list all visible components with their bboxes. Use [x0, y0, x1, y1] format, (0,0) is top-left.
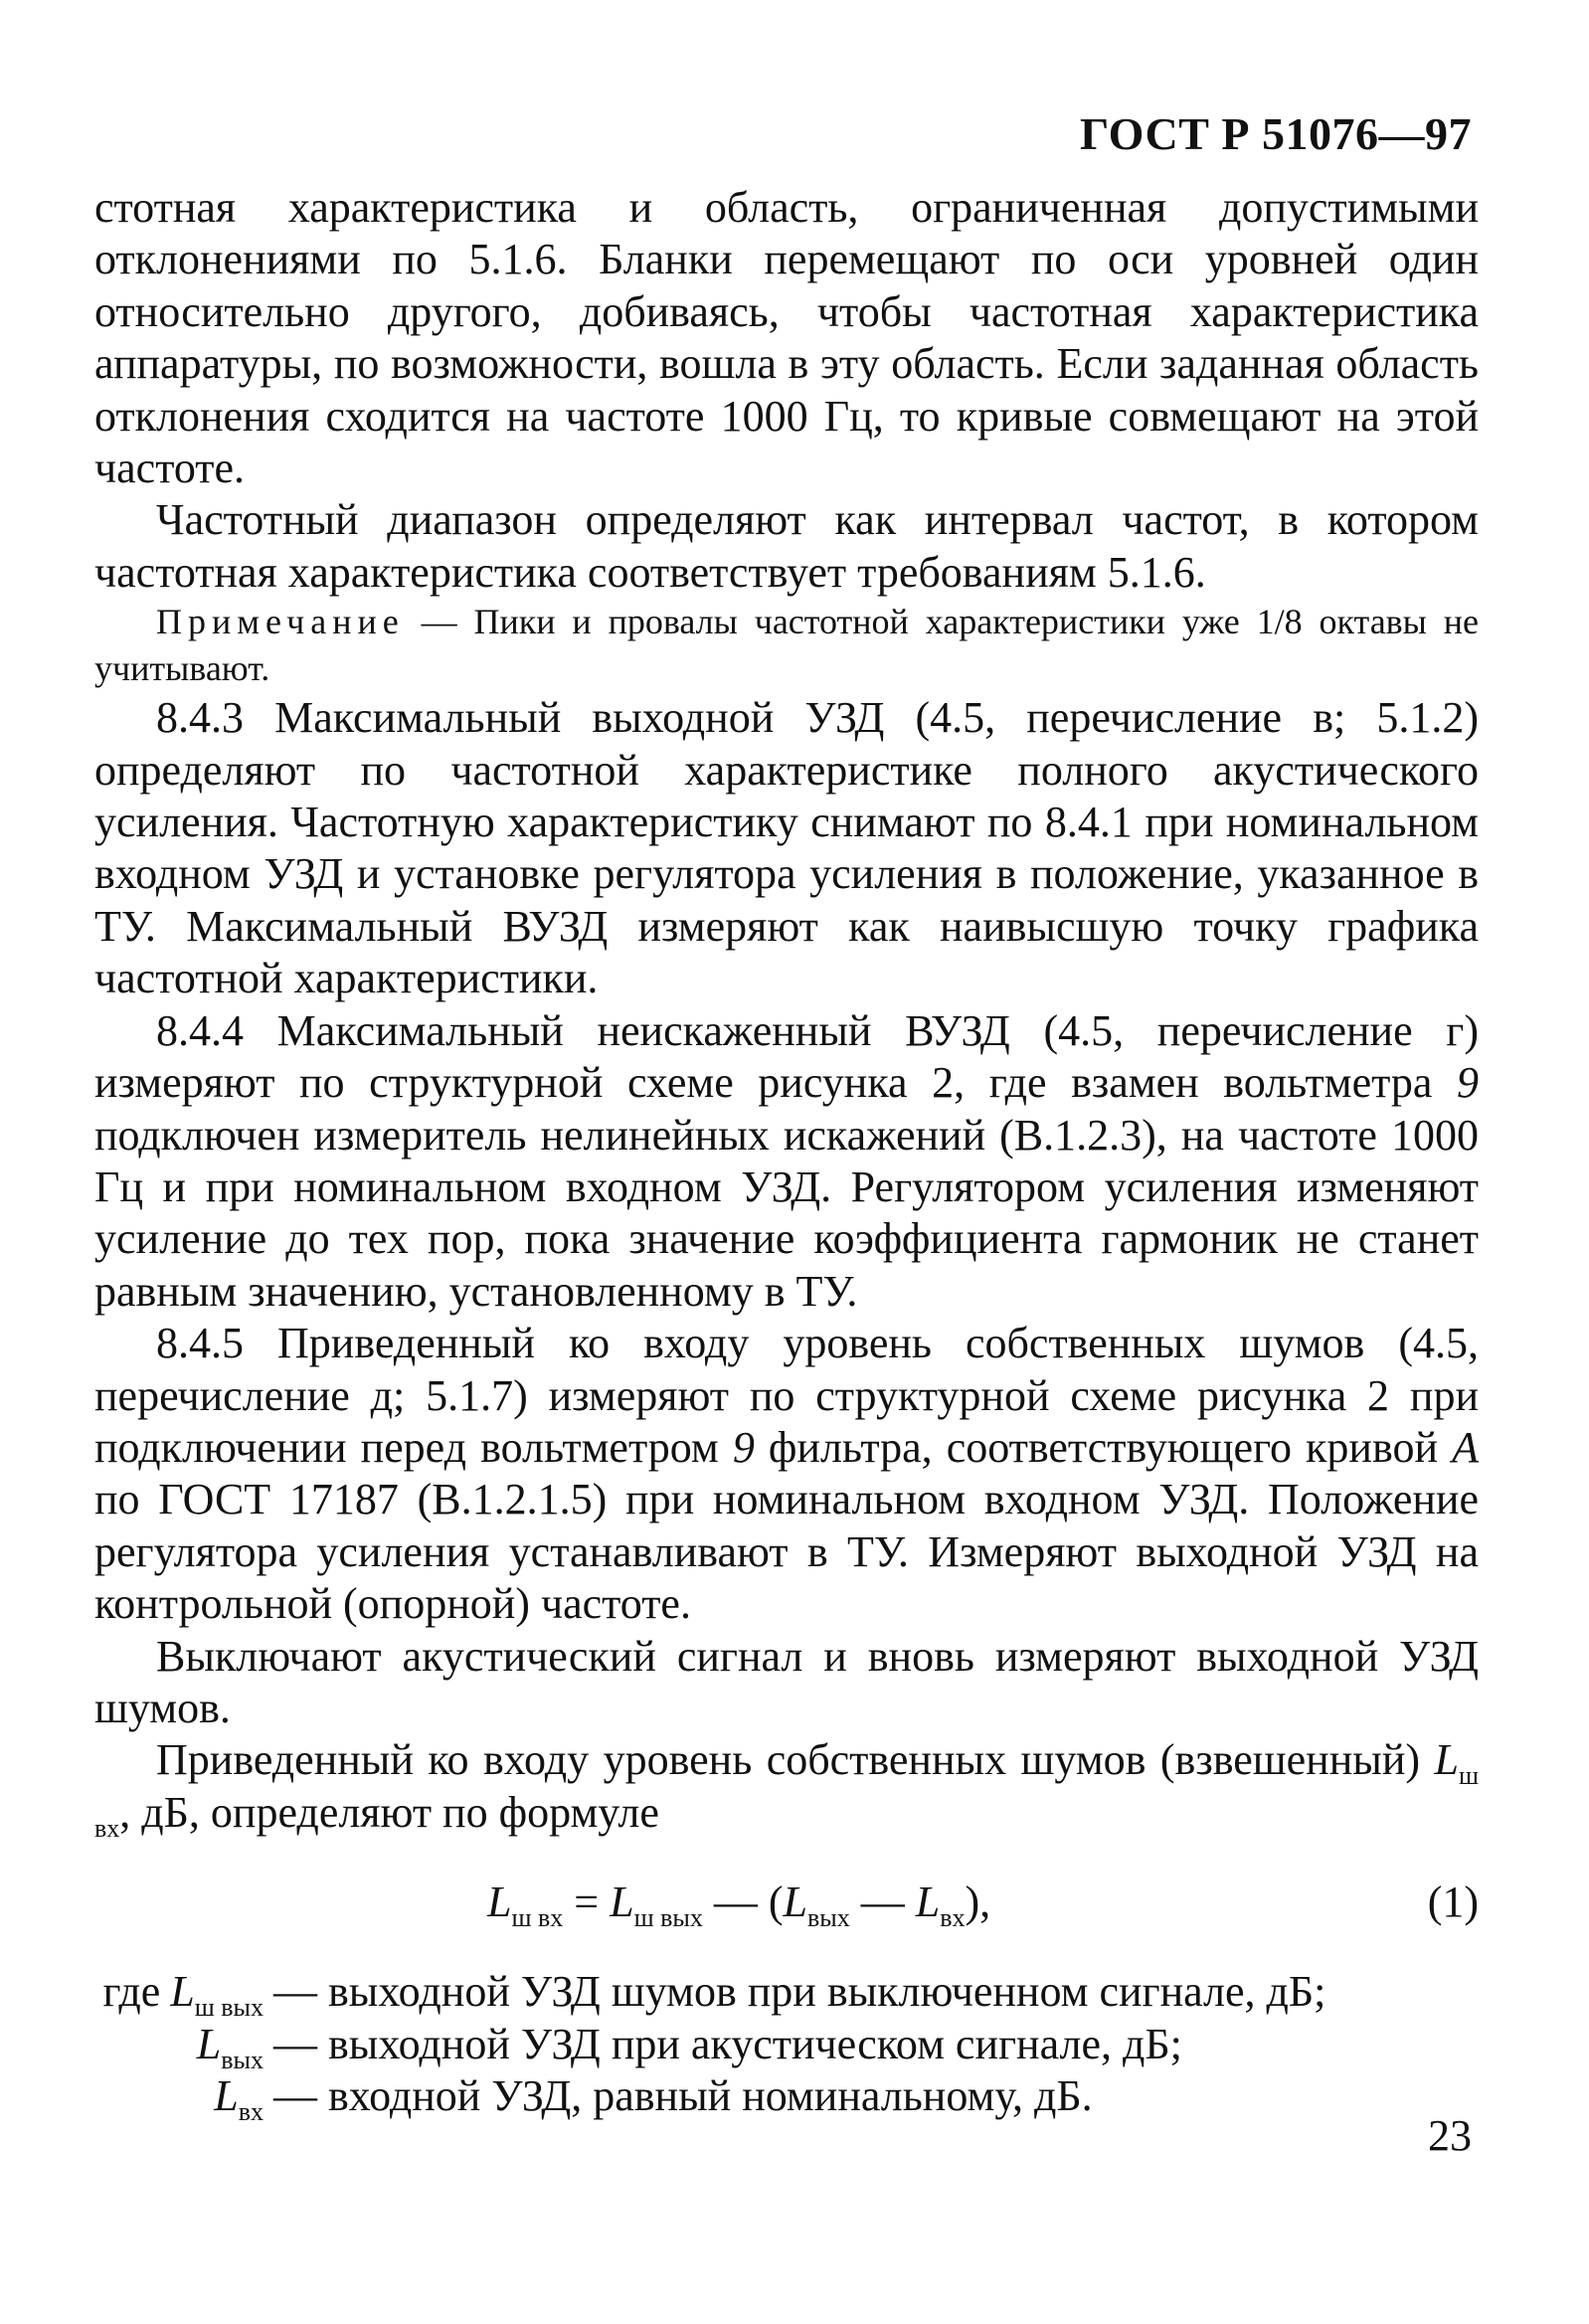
- paragraph-8-4-5: [94, 1318, 1479, 1630]
- symbol-l: L: [915, 1877, 941, 1927]
- reference-number: 9: [1457, 1058, 1479, 1108]
- note-text: — Пики и провалы частотной характеристики уже 1/8 октавы не учитывают.: [94, 602, 1479, 689]
- symbol-subscript: вых: [221, 2045, 264, 2074]
- symbol-subscript: ш вых: [194, 1993, 264, 2023]
- paragraph-continued: стотная характеристика и область, ограниченная допустимыми отклонениями по 5.1.6. Бланки перемещают по оси уровней один относительно другого, добиваясь, чтобы частотная характеристика аппаратуры, по возможности, вошла в эту область. Если заданная область отклонения сходится на частоте 1000 Гц, то кривые совмещают на этой частоте.: [94, 183, 1479, 493]
- legend-description: — выходной УЗД при акустическом сигнале, дБ;: [273, 2019, 1182, 2068]
- legend-row: [94, 2019, 1479, 2074]
- equals-sign: =: [563, 1877, 611, 1927]
- document-header: ГОСТ Р 51076—97: [1080, 108, 1472, 159]
- legend-row: [94, 1966, 1479, 2023]
- legend-symbol: [94, 1966, 273, 2023]
- symbol-subscript: вых: [807, 1903, 850, 1933]
- legend-description: — входной УЗД, равный номинальному, дБ.: [273, 2071, 1093, 2120]
- paragraph-8-4-4-text-b: подключен измеритель нелинейных искажений (В.1.2.3), на частоте 1000 Гц и при номинальном входном УЗД. Регулятором усиления изменяют усиление до тех пор, пока значение коэффициента гармоник не станет равным значению, установленному в ТУ.: [94, 1110, 1479, 1316]
- symbol-l: L: [1434, 1735, 1459, 1785]
- symbol-l: L: [783, 1877, 807, 1927]
- note-label: Примечание: [156, 602, 405, 642]
- symbol-subscript: вх: [238, 2097, 264, 2126]
- symbol-subscript: ш вых: [633, 1903, 703, 1933]
- legend-row: [94, 2070, 1479, 2126]
- symbol-l: L: [214, 2071, 239, 2120]
- paragraph-noise-off: Выключают акустический сигнал и вновь измеряют выходной УЗД шумов.: [94, 1631, 1479, 1732]
- formula-block: [94, 1869, 1479, 1952]
- symbol-subscript: вх: [940, 1903, 966, 1933]
- curve-letter: A: [1452, 1422, 1479, 1472]
- paragraph-8-4-5-text-b: фильтра, соответствующего кривой: [754, 1422, 1453, 1472]
- formula-number: (1): [1427, 1877, 1479, 1927]
- variable-legend: [94, 1966, 1479, 2126]
- formula: [487, 1877, 991, 1933]
- page-number: 23: [1428, 2111, 1472, 2160]
- legend-description: — выходной УЗД шумов при выключенном сигнале, дБ;: [273, 1967, 1326, 2017]
- paragraph-8-4-4-text-a: 8.4.4 Максимальный неискаженный ВУЗД (4.5, перечисление г) измеряют по структурной схеме рисунка 2, где взамен вольтметра: [94, 1005, 1479, 1108]
- symbol-l: L: [196, 2019, 222, 2068]
- legend-symbol: [94, 2019, 273, 2074]
- paragraph-8-4-5-text-c: по ГОСТ 17187 (В.1.2.1.5) при номинальном входном УЗД. Положение регулятора усиления устанавливают в ТУ. Измеряют выходной УЗД на контрольной (опорной) частоте.: [94, 1475, 1479, 1629]
- document-body: [94, 182, 1479, 2126]
- legend-lead-word: где: [102, 1967, 161, 2017]
- minus-sign: —: [849, 1877, 916, 1927]
- symbol-subscript: ш вх: [511, 1903, 564, 1933]
- symbol-l: L: [170, 1967, 195, 2017]
- paragraph-8-4-4: [94, 1005, 1479, 1318]
- paragraph-8-4-5-text-a: 8.4.5 Приведенный ко входу уровень собственных шумов (4.5, перечисление д; 5.1.7) измеряют по структурной схеме рисунка 2 при подключении перед вольтметром: [94, 1319, 1479, 1472]
- symbol-l: L: [610, 1877, 634, 1927]
- paragraph-frequency-range: Частотный диапазон определяют как интервал частот, в котором частотная характеристика соответствует требованиям 5.1.6.: [94, 495, 1479, 597]
- note: [94, 599, 1479, 692]
- legend-symbol: [94, 2070, 273, 2126]
- formula-intro-text-a: Приведенный ко входу уровень собственных шумов (взвешенный): [156, 1735, 1435, 1785]
- paragraph-8-4-3: 8.4.3 Максимальный выходной УЗД (4.5, перечисление в; 5.1.2) определяют по частотной характеристике полного акустического усиления. Частотную характеристику снимают по 8.4.1 при номинальном входном УЗД и установке регулятора усиления в положение, указанное в ТУ. Максимальный ВУЗД измеряют как наивысшую точку графика частотной характеристики.: [94, 693, 1479, 1003]
- close-paren: ),: [965, 1877, 991, 1927]
- symbol-subscript: ш вх: [94, 1761, 1479, 1843]
- minus-open-paren: — (: [702, 1877, 784, 1927]
- reference-number: 9: [732, 1422, 755, 1472]
- formula-intro-text-b: , дБ, определяют по формуле: [119, 1787, 659, 1837]
- symbol-l: L: [487, 1877, 512, 1927]
- paragraph-formula-intro: [94, 1734, 1479, 1843]
